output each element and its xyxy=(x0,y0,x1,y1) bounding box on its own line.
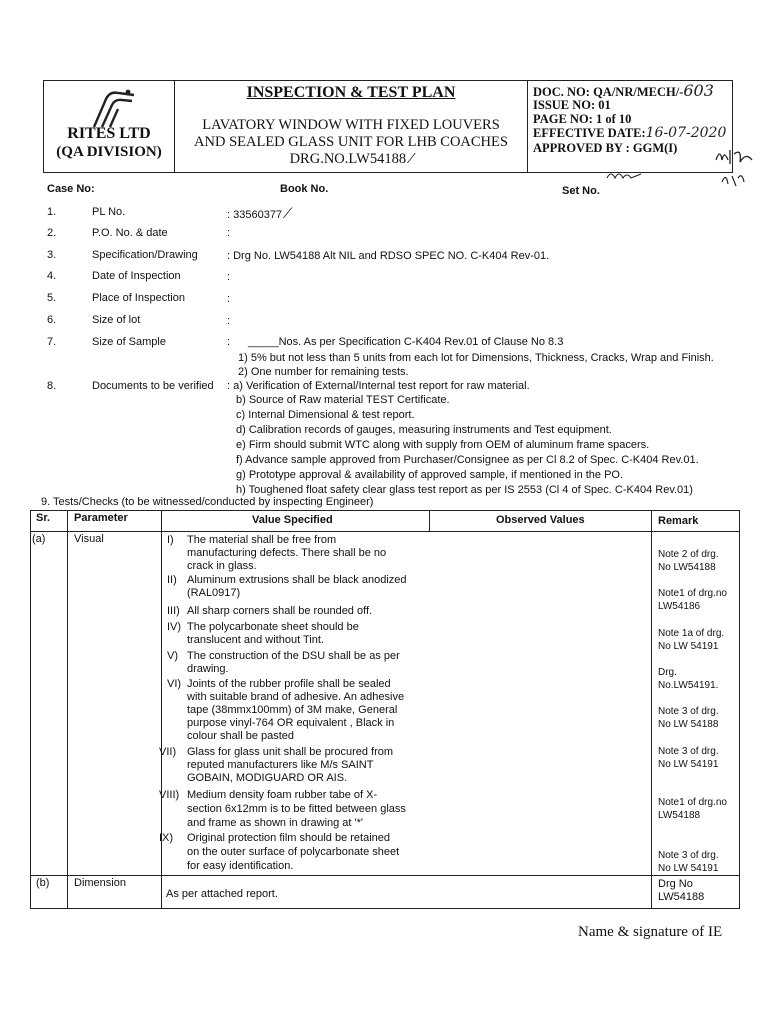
item-roman: V) xyxy=(167,650,178,662)
dimension-value: As per attached report. xyxy=(166,888,278,900)
item-number: 3. xyxy=(47,249,57,261)
col-header-value: Value Specified xyxy=(252,514,333,526)
remark-note: Note1 of drg.no LW54186 xyxy=(658,588,727,612)
item-number: 1. xyxy=(47,206,57,218)
remark-note: Note 2 of drg. No LW54188 xyxy=(658,549,719,573)
item-roman: VI) xyxy=(167,678,182,690)
document-check-line: : a) Verification of External/Internal test report for raw material. xyxy=(227,380,530,392)
header-divider xyxy=(527,81,528,172)
col-header-parameter: Parameter xyxy=(74,512,128,524)
spec-line: Original protection film should be retained xyxy=(187,832,391,844)
item-roman: I) xyxy=(167,534,174,546)
item-label: Size of Sample xyxy=(92,336,166,348)
item-value: : xyxy=(227,227,231,239)
sample-size-subline: 1) 5% but not less than 5 units from each lot for Dimensions, Thickness, Cracks, Wrap and Finish. xyxy=(238,352,714,364)
item-label: PL No. xyxy=(92,206,126,218)
table-rule xyxy=(429,510,430,532)
item-value: : xyxy=(227,293,231,305)
item-number: 7. xyxy=(47,336,57,348)
tests-heading: 9. Tests/Checks (to be witnessed/conducted by inspecting Engineer) xyxy=(41,496,374,508)
documents-label: Documents to be verified xyxy=(92,380,214,392)
spec-line: with suitable brand of adhesive. An adhesive xyxy=(187,691,405,703)
book-number-label: Book No. xyxy=(280,183,329,195)
document-check-line: h) Toughened float safety clear glass test report as per IS 2553 (Cl 4 of Spec. C-K404 Rev.01) xyxy=(236,484,693,496)
spec-line: Glass for glass unit shall be procured from xyxy=(187,746,394,758)
company-division: (QA DIVISION) xyxy=(56,144,162,160)
spec-line: Medium density foam rubber tabe of X- xyxy=(187,789,378,801)
item-roman: VIII) xyxy=(159,789,180,801)
spec-line: The material shall be free from xyxy=(187,534,337,546)
item-value: : xyxy=(227,336,231,348)
sample-size-line: _____Nos. As per Specification C-K404 Rev.01 of Clause No 8.3 xyxy=(248,336,564,348)
documents-number: 8. xyxy=(47,380,57,392)
spec-line: on the outer surface of polycarbonate sheet xyxy=(187,846,400,858)
row-sr: (b) xyxy=(36,877,50,889)
document-title: INSPECTION & TEST PLAN xyxy=(246,84,456,101)
issue-number: ISSUE NO: 01 xyxy=(533,98,611,112)
item-roman: II) xyxy=(167,574,177,586)
row-parameter: Visual xyxy=(74,533,104,545)
item-label: Specification/Drawing xyxy=(92,249,198,261)
document-check-line: d) Calibration records of gauges, measuring instruments and Test equipment. xyxy=(236,424,612,436)
spec-line: All sharp corners shall be rounded off. xyxy=(187,605,373,617)
item-roman: IX) xyxy=(159,832,174,844)
remark-note: Drg No LW54188 xyxy=(658,878,705,904)
spec-line: GOBAIN, MODIGUARD OR AIS. xyxy=(187,772,348,784)
spec-line: translucent and without Tint. xyxy=(187,634,324,646)
table-rule xyxy=(30,875,740,876)
item-number: 5. xyxy=(47,292,57,304)
col-header-sr: Sr. xyxy=(36,512,51,524)
document-check-line: g) Prototype approval & availability of approved sample, if mentioned in the PO. xyxy=(236,469,624,481)
sample-size-subline: 2) One number for remaining tests. xyxy=(238,366,409,378)
item-label: Place of Inspection xyxy=(92,292,185,304)
col-header-observed: Observed Values xyxy=(496,514,585,526)
handwritten-signature-icon xyxy=(605,168,645,182)
item-label: P.O. No. & date xyxy=(92,227,168,239)
document-check-line: b) Source of Raw material TEST Certificate. xyxy=(236,394,450,406)
table-rule xyxy=(67,510,68,909)
row-parameter: Dimension xyxy=(74,877,126,889)
spec-line: colour shall be pasted xyxy=(187,730,295,742)
table-rule xyxy=(30,510,740,511)
item-value: : xyxy=(227,315,231,327)
subject-line: LAVATORY WINDOW WITH FIXED LOUVERS xyxy=(202,117,500,133)
spec-line: tape (38mmx100mm) of 3M make, General xyxy=(187,704,398,716)
page-number: PAGE NO: 1 of 10 xyxy=(533,112,632,126)
tests-table xyxy=(30,510,740,909)
spec-line: section 6x12mm is to be fitted between glass xyxy=(187,803,406,815)
remark-note: Note1 of drg.no LW54188 xyxy=(658,797,727,821)
item-label: Size of lot xyxy=(92,314,141,326)
table-rule xyxy=(739,510,740,909)
row-sr: (a) xyxy=(32,533,46,545)
header-box xyxy=(43,80,733,173)
spec-line: and frame as shown in drawing at '*' xyxy=(187,817,364,829)
table-rule xyxy=(30,531,740,532)
spec-line: reputed manufacturers like M/s SAINT xyxy=(187,759,374,771)
table-rule xyxy=(651,510,652,909)
remark-note: Note 1a of drg. No LW 54191 xyxy=(658,628,725,652)
table-rule xyxy=(30,908,740,909)
spec-line: Joints of the rubber profile shall be sealed xyxy=(187,678,391,690)
effective-date: EFFECTIVE DATE:16-07-2020 xyxy=(533,125,727,141)
case-number-label: Case No: xyxy=(47,183,95,195)
company-name: RITES LTD xyxy=(67,125,151,142)
item-roman: III) xyxy=(167,605,180,617)
remark-note: Note 3 of drg. No LW 54191 xyxy=(658,850,719,874)
spec-line: crack in glass. xyxy=(187,560,257,572)
item-number: 4. xyxy=(47,270,57,282)
item-label: Date of Inspection xyxy=(92,270,181,282)
set-number-label: Set No. xyxy=(562,185,600,197)
handwritten-initials-icon xyxy=(712,142,762,190)
doc-number: DOC. NO: QA/NR/MECH/-603 xyxy=(533,81,714,100)
spec-line: purpose vinyl-764 OR equivalent , Black in xyxy=(187,717,395,729)
item-number: 2. xyxy=(47,227,57,239)
subject-line: DRG.NO.LW54188 ⁄ xyxy=(289,151,413,167)
table-rule xyxy=(161,510,162,909)
document-check-line: c) Internal Dimensional & test report. xyxy=(236,409,415,421)
document-check-line: e) Firm should submit WTC along with supply from OEM of aluminum frame spacers. xyxy=(236,439,650,451)
signature-label: Name & signature of IE xyxy=(578,924,723,940)
item-value: : xyxy=(227,271,231,283)
item-number: 6. xyxy=(47,314,57,326)
item-roman: VII) xyxy=(159,746,177,758)
subject-line: AND SEALED GLASS UNIT FOR LHB COACHES xyxy=(194,134,508,150)
spec-line: (RAL0917) xyxy=(187,587,241,599)
remark-note: Note 3 of drg. No LW 54188 xyxy=(658,706,719,730)
table-rule xyxy=(30,510,31,909)
spec-line: drawing. xyxy=(187,663,229,675)
remark-note: Drg. No.LW54191. xyxy=(658,667,719,691)
spec-line: Aluminum extrusions shall be black anodized xyxy=(187,574,407,586)
document-check-line: f) Advance sample approved from Purchaser/Consignee as per Cl 8.2 of Spec. C-K404 Rev.01. xyxy=(236,454,699,466)
remark-note: Note 3 of drg. No LW 54191 xyxy=(658,746,719,770)
spec-line: for easy identification. xyxy=(187,860,294,872)
spec-line: The construction of the DSU shall be as per xyxy=(187,650,400,662)
spec-line: The polycarbonate sheet should be xyxy=(187,621,359,633)
spec-line: manufacturing defects. There shall be no xyxy=(187,547,387,559)
col-header-remark: Remark xyxy=(658,515,699,527)
item-roman: IV) xyxy=(167,621,182,633)
item-value: : 33560377 ⁄ xyxy=(227,206,289,222)
item-value: : Drg No. LW54188 Alt NIL and RDSO SPEC NO. C-K404 Rev-01. xyxy=(227,250,550,262)
approved-by: APPROVED BY : GGM(I) xyxy=(533,141,678,155)
